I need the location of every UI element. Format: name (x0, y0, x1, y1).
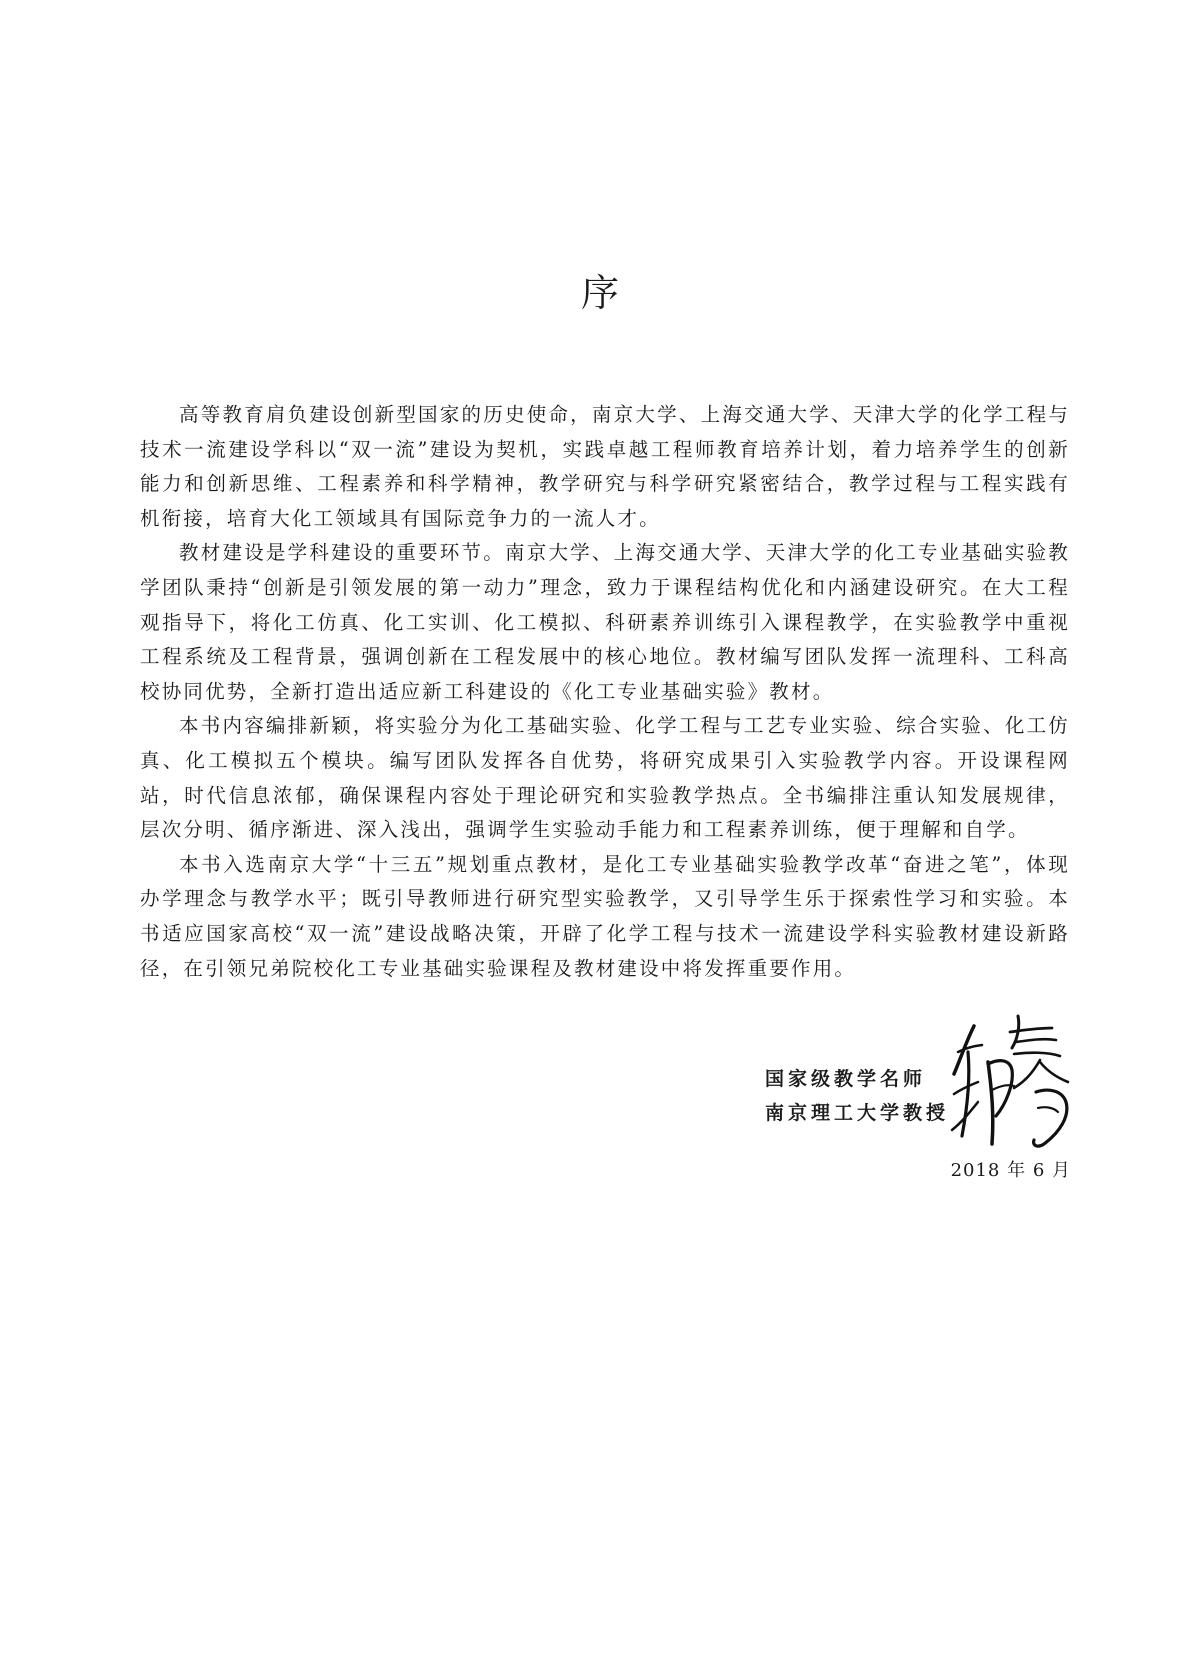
preface-paragraph-2: 教材建设是学科建设的重要环节。南京大学、上海交通大学、天津大学的化工专业基础实验教学团队秉持“创新是引领发展的第一动力”理念，致力于课程结构优化和内涵建设研究。在大工程观指导下，将化工仿真、化工实训、化工模拟、科研素养训练引入课程教学，在实验教学中重视工程系统及工程背景，强调创新在工程发展中的核心地位。教材编写团队发挥一流理科、工科高校协同优势，全新打造出适应新工科建设的《化工专业基础实验》教材。 (140, 541, 1070, 703)
preface-date: 2018 年 6 月 (950, 1160, 1071, 1181)
preface-body (140, 398, 1070, 986)
author-title-line: 国家级教学名师 (765, 1068, 927, 1090)
preface-paragraph-3: 本书内容编排新颖，将实验分为化工基础实验、化学工程与工艺专业实验、综合实验、化工仿真、化工模拟五个模块。编写团队发挥各自优势，将研究成果引入实验教学内容。开设课程网站，时代信息浓郁，确保课程内容处于理论研究和实验教学热点。全书编排注重认知发展规律，层次分明、循序渐进、深入浅出，强调学生实验动手能力和工程素养训练，便于理解和自学。 (140, 714, 1070, 842)
preface-title: 序 (580, 271, 621, 315)
handwritten-signature (948, 1012, 1076, 1152)
preface-paragraph-4: 本书入选南京大学“十三五”规划重点教材，是化工专业基础实验教学改革“奋进之笔”，体现办学理念与教学水平；既引导教师进行研究型实验教学，又引导学生乐于探索性学习和实验。本书适应国家高校“双一流”建设战略决策，开辟了化学工程与技术一流建设学科实验教材建设新路径，在引领兄弟院校化工专业基础实验课程及教材建设中将发挥重要作用。 (140, 852, 1070, 980)
author-affiliation-line: 南京理工大学教授 (765, 1102, 950, 1124)
preface-paragraph-1: 高等教育肩负建设创新型国家的历史使命，南京大学、上海交通大学、天津大学的化学工程与技术一流建设学科以“双一流”建设为契机，实践卓越工程师教育培养计划，着力培养学生的创新能力和创新思维、工程素养和科学精神，教学研究与科学研究紧密结合，教学过程与工程实践有机衔接，培育大化工领域具有国际竞争力的一流人才。 (140, 403, 1070, 530)
author-credentials (765, 1062, 955, 1130)
